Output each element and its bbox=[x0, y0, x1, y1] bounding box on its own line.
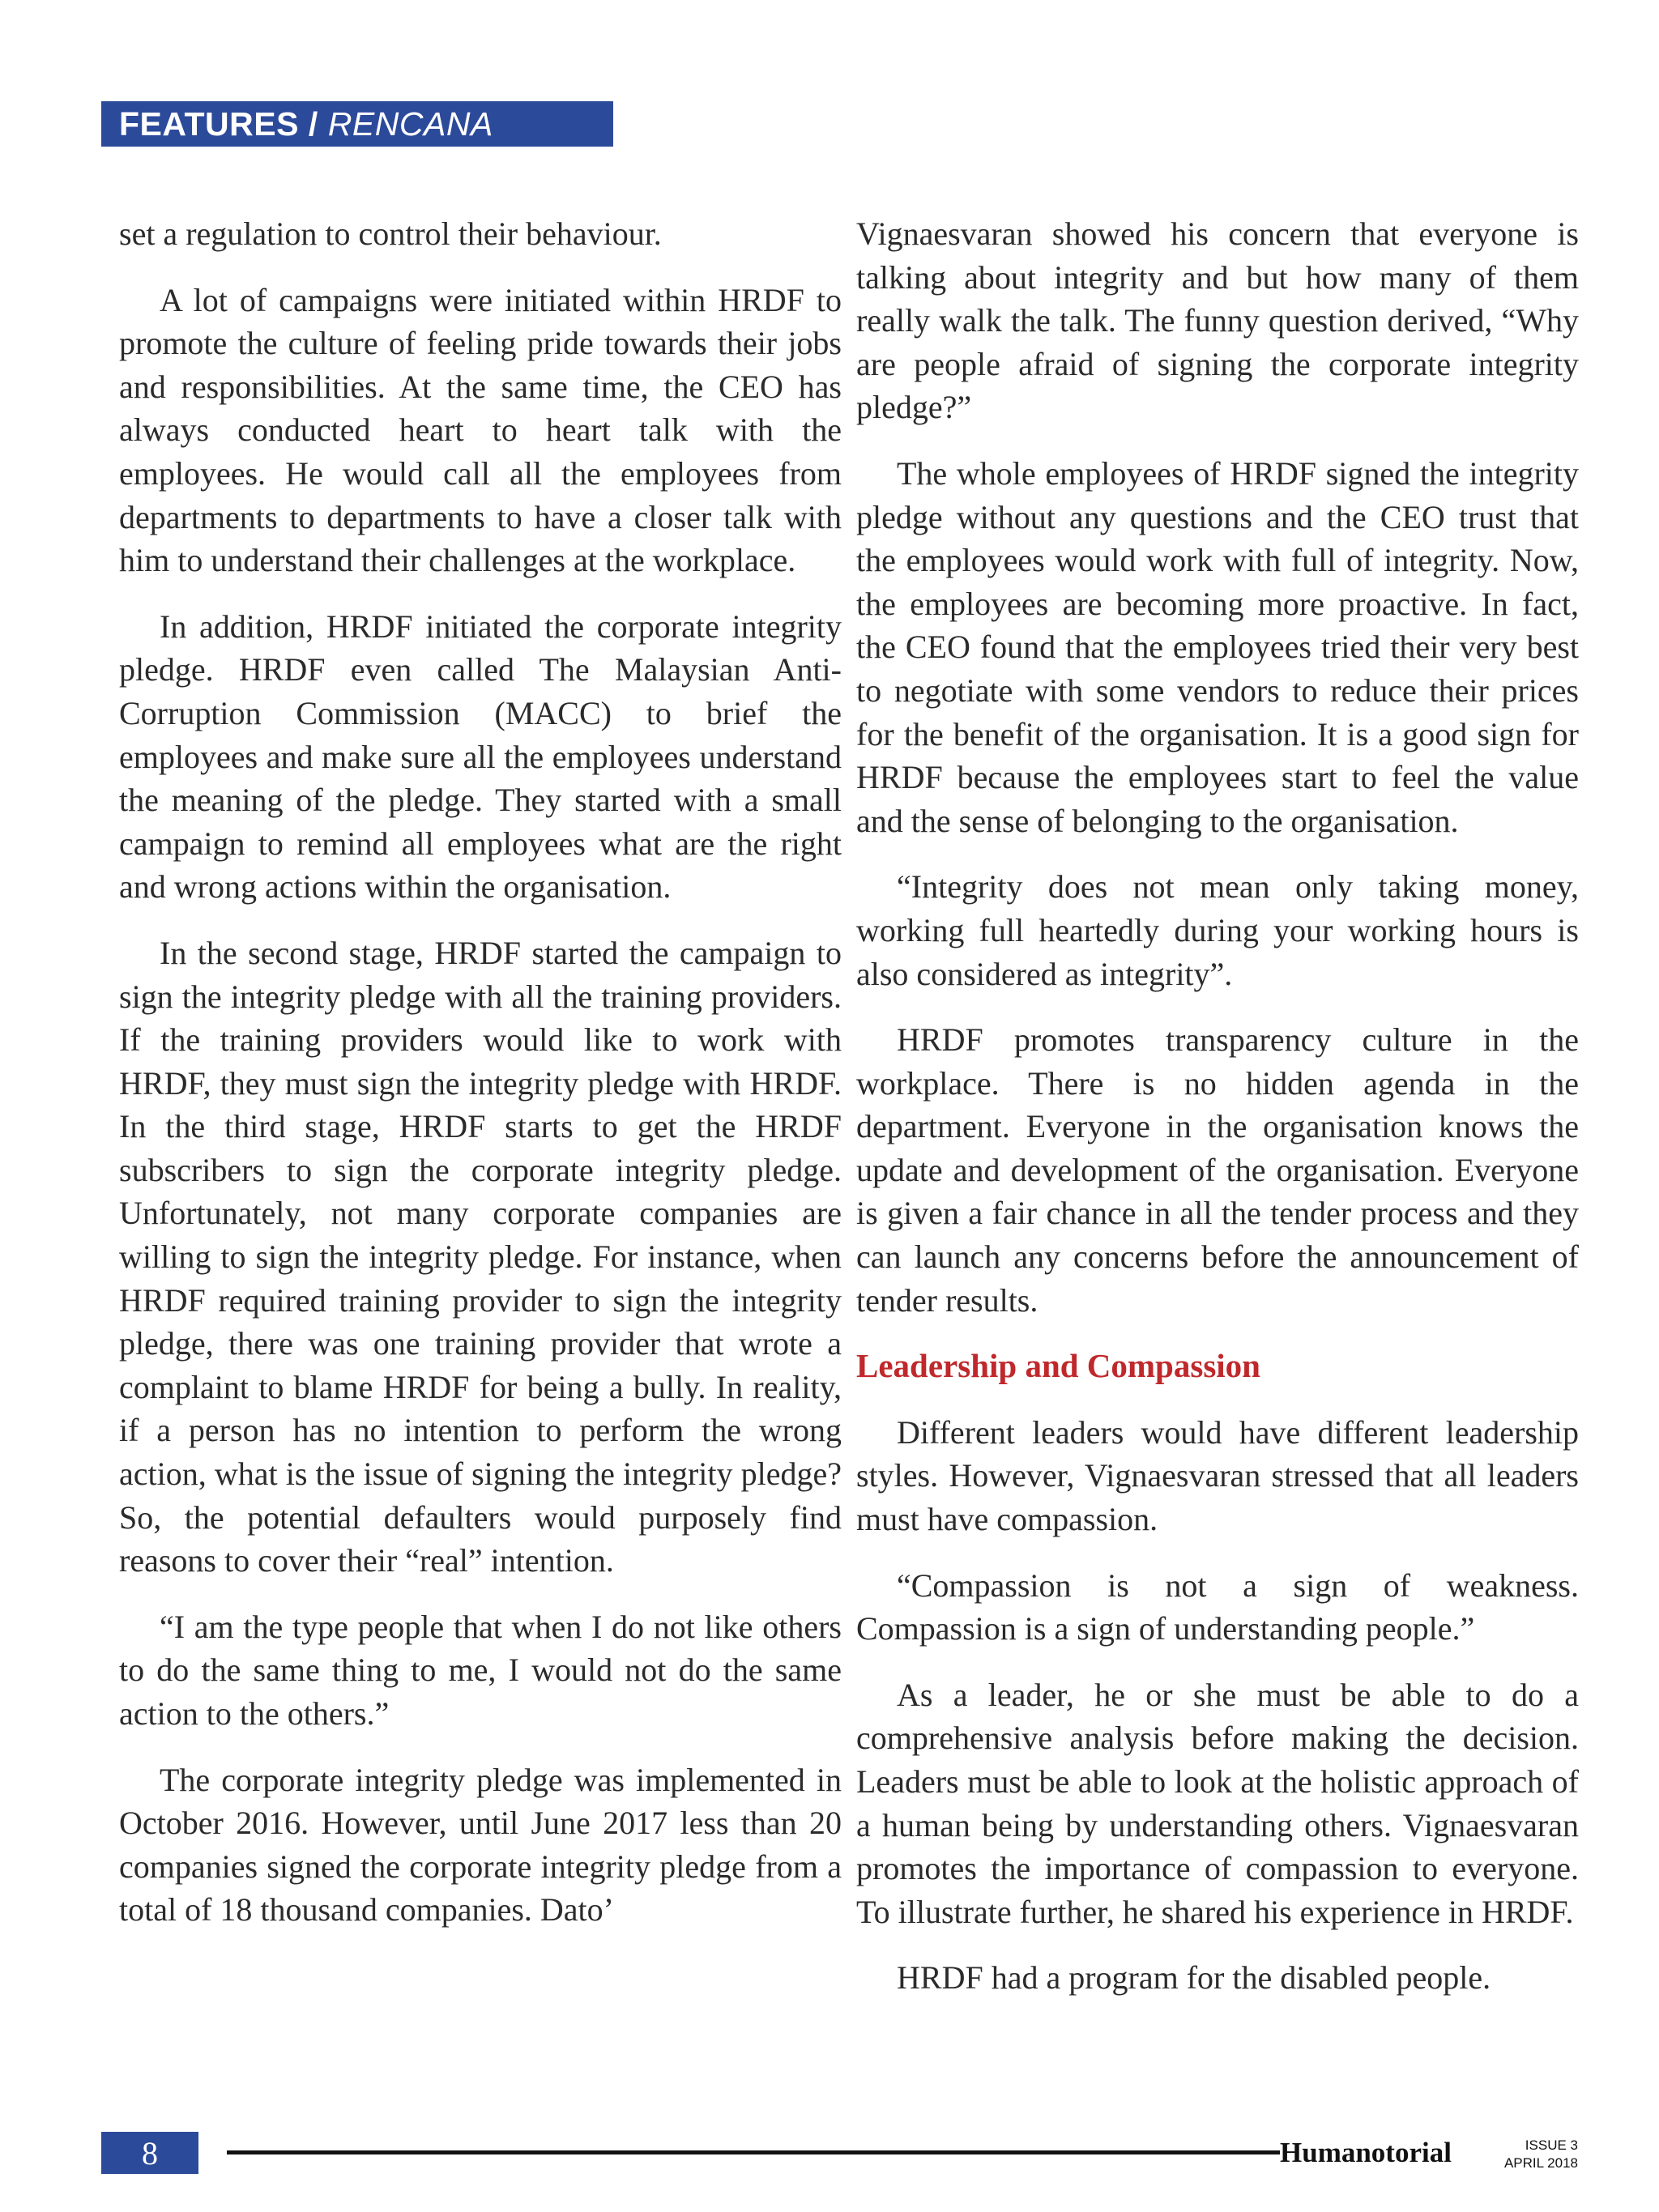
magazine-name: Humanotorial bbox=[1280, 2137, 1452, 2168]
paragraph: HRDF had a program for the disabled people. bbox=[897, 1959, 1491, 1997]
right-column bbox=[856, 212, 1579, 2022]
issue-info bbox=[1489, 2137, 1578, 2172]
paragraph: In addition, HRDF initiated the corporate integrity pledge. HRDF even called The Malaysian Anti-Corruption Commission (MACC) to brief the employees and make sure all the employees understand the meaning of the pledge. They started with a small campaign to remind all employees what are the right and wrong actions within the organisation. bbox=[119, 607, 842, 906]
quote-paragraph: “Compassion is not a sign of weakness. Compassion is a sign of understanding people.” bbox=[856, 1566, 1579, 1647]
paragraph: In the second stage, HRDF started the campaign to sign the integrity pledge with all the training providers. If the training providers would like to work with HRDF, they must sign the integrity pledge with HRDF. In the third stage, HRDF starts to get the HRDF subscribers to sign the corporate integrity pledge. Unfortunately, not many corporate companies are willing to sign the integrity pledge. For instance, when HRDF required training provider to sign the integrity pledge, there was one training provider that wrote a complaint to blame HRDF for being a bully. In reality, if a person has no intention to perform the wrong action, what is the issue of signing the integrity pledge? So, the potential defaulters would purposely find reasons to cover their “real” intention. bbox=[119, 934, 842, 1579]
section-heading: Leadership and Compassion bbox=[856, 1347, 1260, 1385]
page-number: 8 bbox=[101, 2132, 198, 2174]
paragraph: Vignaesvaran showed his concern that everyone is talking about integrity and but how many of them really walk the talk. The funny question derived, “Why are people afraid of signing the corporate integrity pledge?” bbox=[856, 215, 1579, 426]
issue-number: ISSUE 3 bbox=[1525, 2137, 1578, 2153]
section-title: FEATURES bbox=[119, 104, 299, 143]
section-title-alt: RENCANA bbox=[327, 104, 493, 143]
paragraph: set a regulation to control their behaviour. bbox=[119, 215, 662, 252]
quote-paragraph: “Integrity does not mean only taking money, working full heartedly during your working hours is also considered as integrity”. bbox=[856, 868, 1579, 992]
paragraph: A lot of campaigns were initiated within HRDF to promote the culture of feeling pride towards their jobs and responsibilities. At the same time, the CEO has always conducted heart to heart talk with the employees. He would call all the employees from departments to departments to have a closer talk with him to understand their challenges at the workplace. bbox=[119, 281, 842, 579]
left-column bbox=[119, 212, 842, 1954]
paragraph: Different leaders would have different leadership styles. However, Vignaesvaran stressed that all leaders must have compassion. bbox=[856, 1413, 1579, 1538]
paragraph: The corporate integrity pledge was implemented in October 2016. However, until June 2017 less than 20 companies signed the corporate integrity pledge from a total of 18 thousand companies. Dato’ bbox=[119, 1761, 842, 1929]
paragraph: HRDF promotes transparency culture in the workplace. There is no hidden agenda in the department. Everyone in the organisation knows the update and development of the organisation. Everyone is given a fair chance in all the tender process and they can launch any concerns before the announcement of tender results. bbox=[856, 1021, 1579, 1319]
footer-divider bbox=[227, 2150, 1280, 2154]
paragraph: As a leader, he or she must be able to do a comprehensive analysis before making the decision. Leaders must be able to look at the holistic approach of a human being by understanding others. Vignaesvaran promotes the importance of compassion to everyone. To illustrate further, he shared his experience in HRDF. bbox=[856, 1676, 1579, 1930]
section-separator: / bbox=[308, 104, 318, 143]
quote-paragraph: “I am the type people that when I do not like others to do the same thing to me, I would not do the same action to the others.” bbox=[119, 1608, 842, 1732]
section-header bbox=[101, 101, 613, 147]
issue-date: APRIL 2018 bbox=[1503, 2155, 1578, 2171]
paragraph: The whole employees of HRDF signed the integrity pledge without any questions and the CEO trust that the employees would work with full of integrity. Now, the employees are becoming more proactive. In fact, the CEO found that the employees tried their very best to negotiate with some vendors to reduce their prices for the benefit of the organisation. It is a good sign for HRDF because the employees start to feel the value and the sense of belonging to the organisation. bbox=[856, 454, 1579, 839]
